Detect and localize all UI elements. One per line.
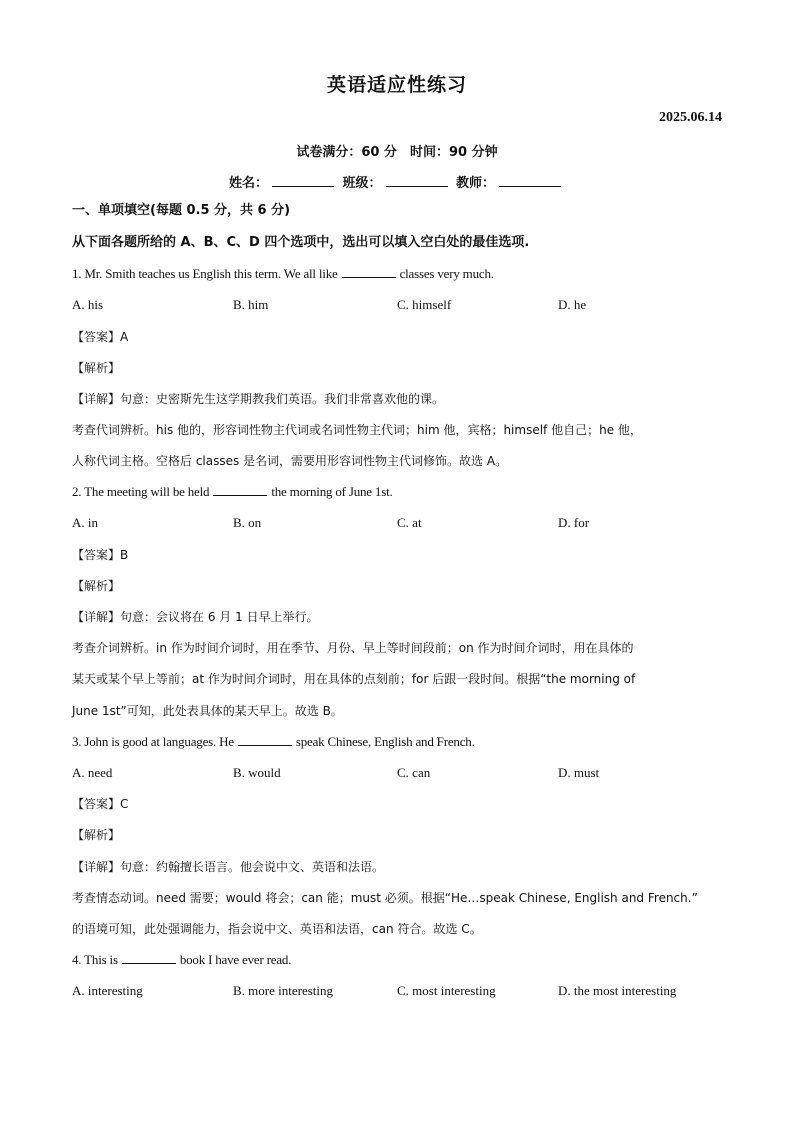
document-title: 英语适应性练习	[326, 74, 467, 96]
class-label: 班级：	[342, 176, 382, 191]
detail-line: 考查情态动词。need 需要；would 将会；can 能；must 必须。根据“He…speak Chinese, English and French.”	[72, 891, 698, 905]
option-c: C. himself	[397, 297, 452, 312]
detail-line: 的语境可知，此处强调能力，指会说中文、英语和法语，can 符合。故选 C。	[72, 922, 482, 936]
options-row	[72, 515, 722, 531]
detail-line: 【详解】句意：会议将在 6 月 1 日早上举行。	[72, 610, 319, 624]
teacher-blank	[499, 175, 561, 187]
answer-line: 【答案】B	[72, 548, 129, 562]
option-a: A. need	[72, 765, 113, 780]
name-blank	[272, 175, 334, 187]
answer-blank	[238, 734, 292, 746]
exam-info: 试卷满分：60 分 时间：90 分钟	[296, 145, 498, 160]
analysis-label: 【解析】	[72, 579, 121, 593]
detail-line: 某天或某个早上等前；at 作为时间介词时，用在具体的点刻前；for 后跟一段时间。根据“the morning of	[72, 672, 636, 686]
option-b: B. on	[233, 515, 262, 530]
analysis-label: 【解析】	[72, 361, 121, 375]
question-stem: 2. The meeting will be held the morning of June 1st.	[72, 484, 393, 499]
option-d: D. must	[558, 765, 600, 780]
class-blank	[386, 175, 448, 187]
answer-blank	[342, 266, 396, 278]
teacher-label: 教师：	[456, 176, 496, 191]
option-a: A. in	[72, 515, 98, 530]
options-row	[72, 983, 722, 999]
detail-line: 考查介词辨析。in 作为时间介词时，用在季节、月份、早上等时间段前；on 作为时间介词时，用在具体的	[72, 641, 634, 655]
question-stem: 4. This is book I have ever read.	[72, 952, 292, 967]
answer-blank	[213, 484, 267, 496]
detail-line: 【详解】句意：史密斯先生这学期教我们英语。我们非常喜欢他的课。	[72, 392, 445, 406]
answer-line: 【答案】C	[72, 797, 129, 811]
analysis-label: 【解析】	[72, 828, 121, 842]
option-a: A. interesting	[72, 983, 143, 998]
option-b: B. more interesting	[233, 983, 334, 998]
detail-line: 考查代词辨析。his 他的，形容词性物主代词或名词性物主代词；him 他，宾格；himself 他自己；he 他，	[72, 423, 642, 437]
answer-line: 【答案】A	[72, 330, 129, 344]
question-stem: 3. John is good at languages. He speak Chinese, English and French.	[72, 734, 475, 749]
section-heading: 一、单项填空(每题 0.5 分，共 6 分)	[72, 203, 291, 218]
section-instruction: 从下面各题所给的 A、B、C、D 四个选项中，选出可以填入空白处的最佳选项.	[72, 235, 530, 250]
detail-line: June 1st”可知，此处表具体的某天早上。故选 B。	[72, 704, 343, 718]
document-date: 2025.06.14	[659, 110, 722, 125]
options-row	[72, 297, 722, 313]
option-a: A. his	[72, 297, 104, 312]
options-row	[72, 765, 722, 781]
option-c: C. can	[397, 765, 431, 780]
student-fields	[0, 172, 794, 191]
option-b: B. would	[233, 765, 281, 780]
option-d: D. the most interesting	[558, 983, 677, 998]
answer-blank	[122, 952, 176, 964]
detail-line: 【详解】句意：约翰擅长语言。他会说中文、英语和法语。	[72, 860, 385, 874]
option-c: C. at	[397, 515, 422, 530]
detail-line: 人称代词主格。空格后 classes 是名词，需要用形容词性物主代词修饰。故选 A。	[72, 454, 508, 468]
option-b: B. him	[233, 297, 269, 312]
question-stem: 1. Mr. Smith teaches us English this term. We all like classes very much.	[72, 266, 494, 281]
name-label: 姓名：	[228, 176, 268, 191]
option-c: C. most interesting	[397, 983, 496, 998]
option-d: D. for	[558, 515, 590, 530]
option-d: D. he	[558, 297, 587, 312]
